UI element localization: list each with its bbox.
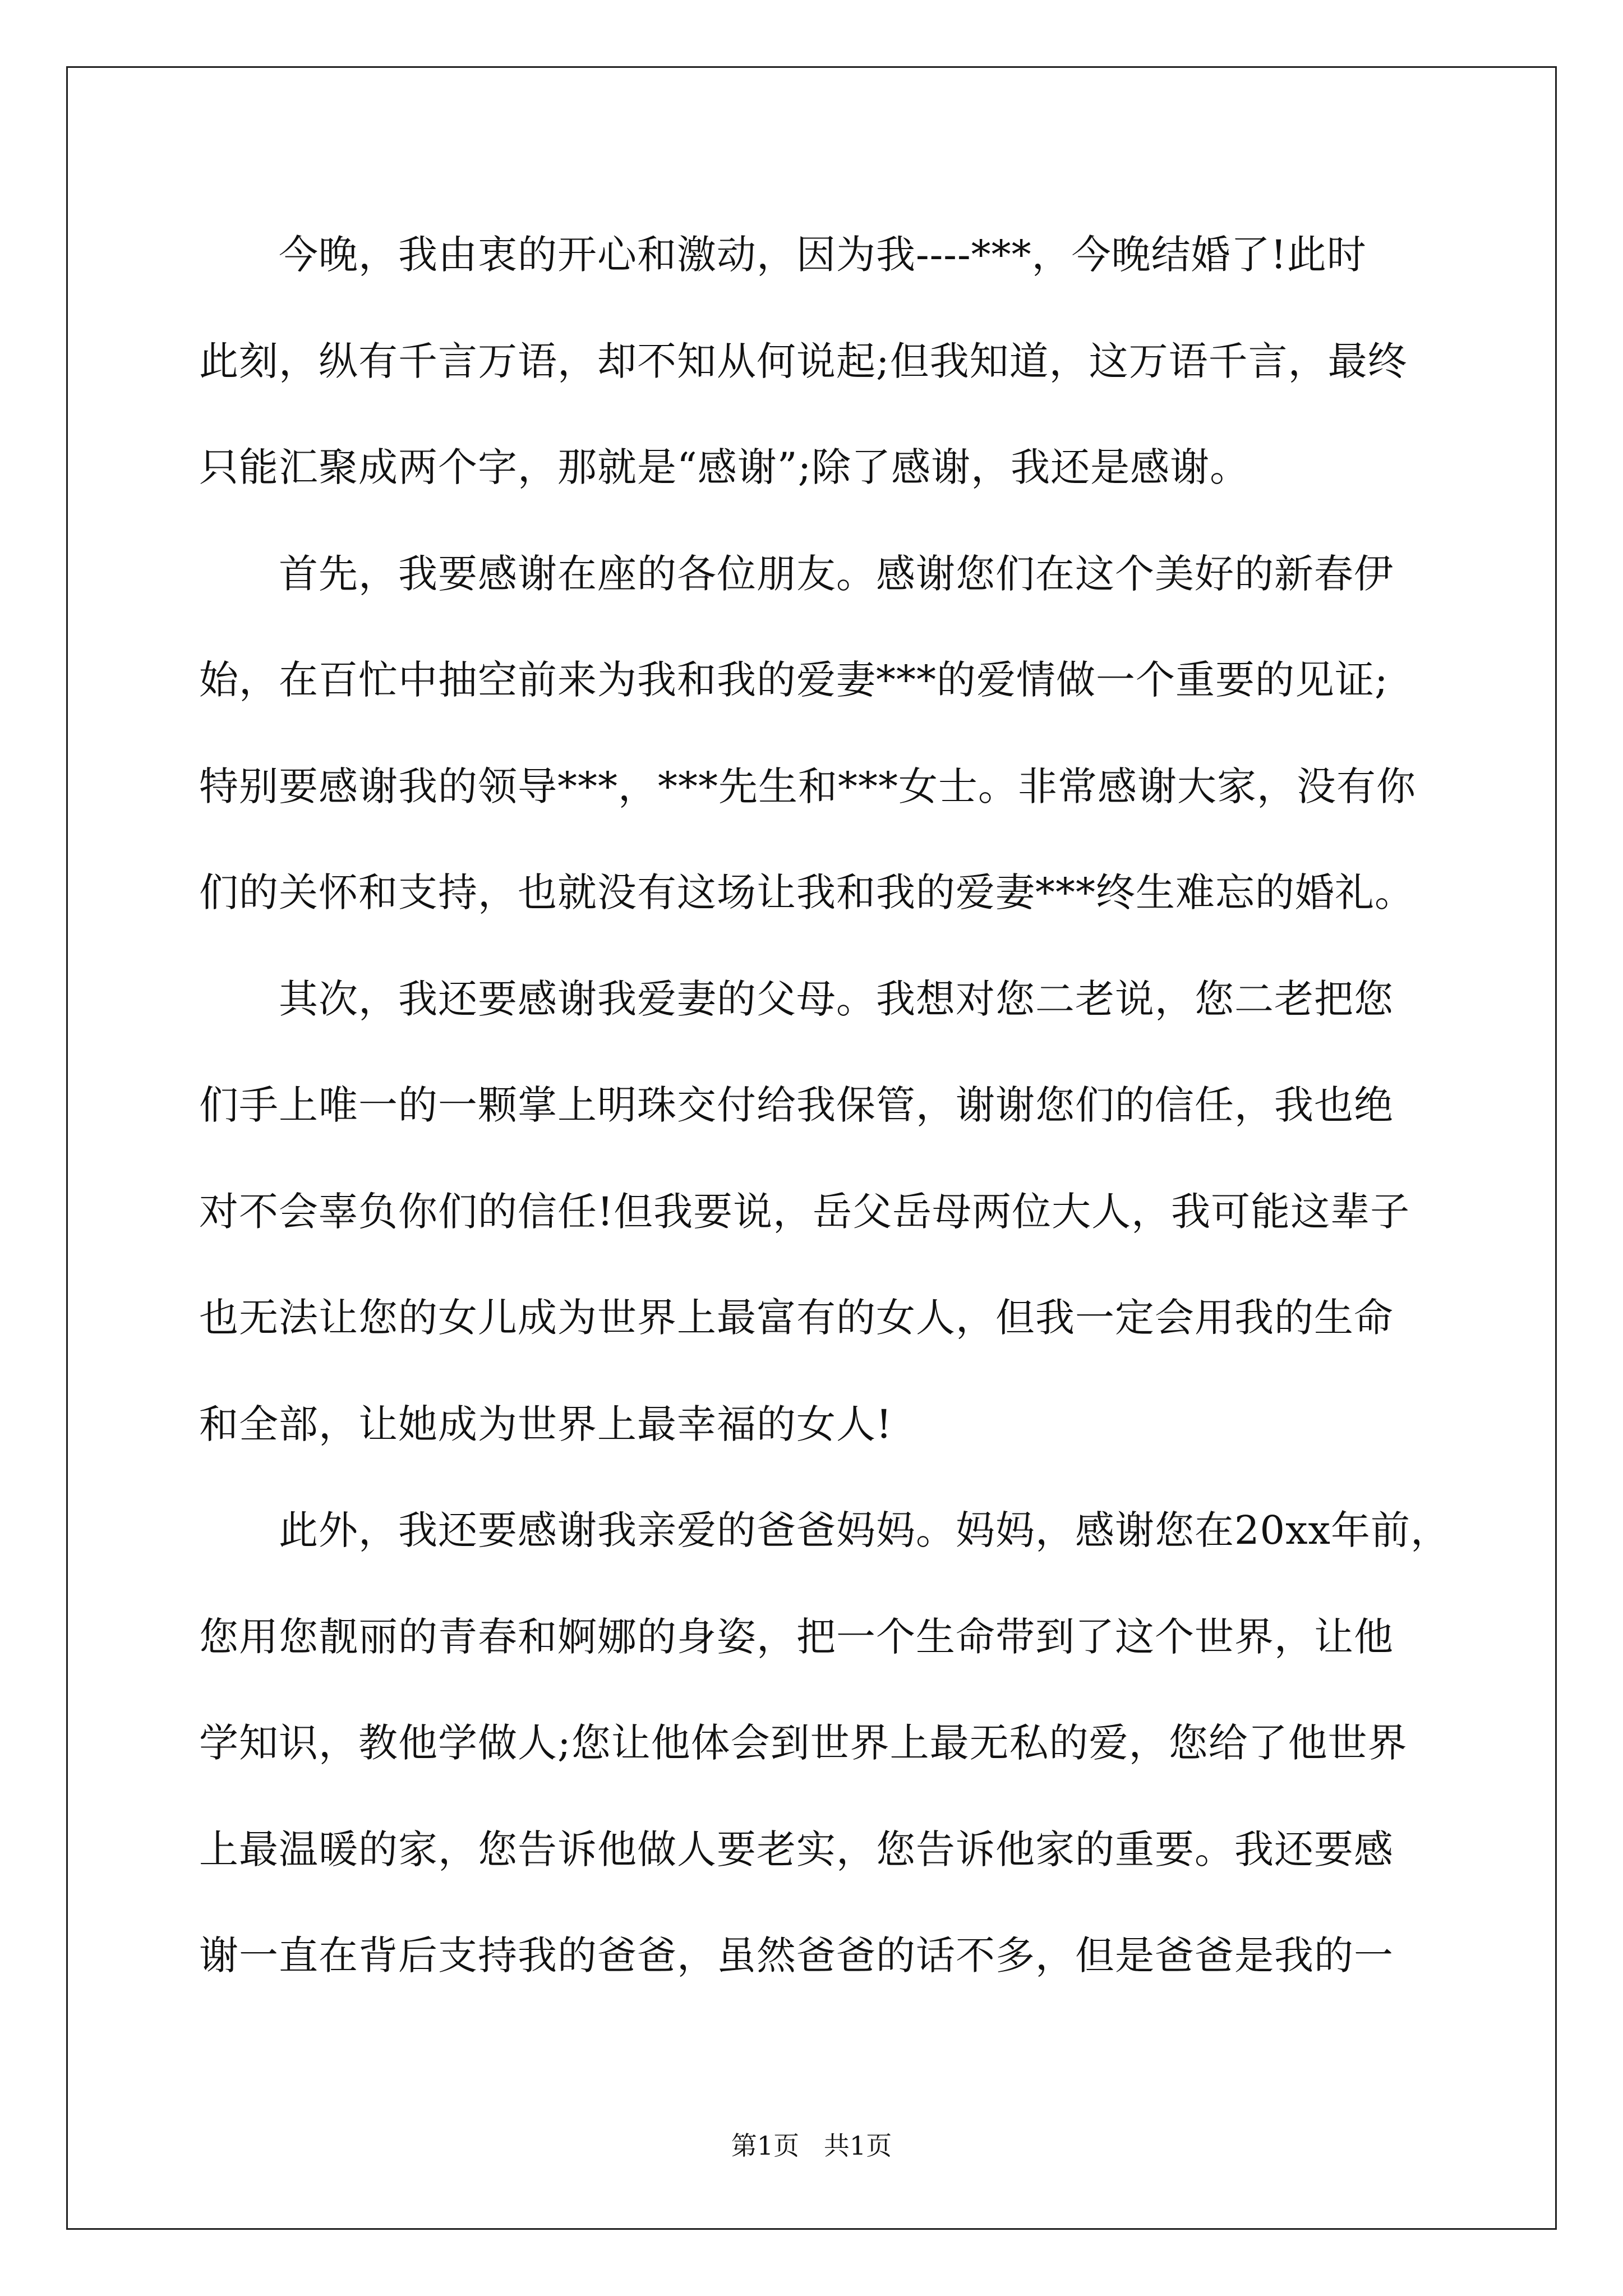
text-line: 您用您靓丽的青春和婀娜的身姿，把一个生命带到了这个世界，让他 (199, 1613, 1394, 1660)
document-body (199, 202, 1451, 2009)
text-line: 今晚，我由衷的开心和激动，因为我----***，今晚结婚了!此时 (199, 232, 1367, 278)
text-line: 们手上唯一的一颗掌上明珠交付给我保管，谢谢您们的信任，我也绝 (199, 1082, 1394, 1128)
page-number-footer: 第1页 共1页 (731, 2131, 892, 2161)
text-line: 首先，我要感谢在座的各位朋友。感谢您们在这个美好的新春伊 (199, 550, 1394, 597)
text-line: 始，在百忙中抽空前来为我和我的爱妻***的爱情做一个重要的见证; (199, 657, 1389, 703)
text-line: 上最温暖的家，您告诉他做人要老实，您告诉他家的重要。我还要感 (199, 1826, 1394, 1872)
text-line: 也无法让您的女儿成为世界上最富有的女人，但我一定会用我的生命 (199, 1295, 1394, 1341)
text-line: 学知识，教他学做人;您让他体会到世界上最无私的爱，您给了他世界 (199, 1720, 1408, 1766)
text-line: 对不会辜负你们的信任!但我要说，岳父岳母两位大人，我可能这辈子 (199, 1188, 1410, 1235)
text-line: 谢一直在背后支持我的爸爸，虽然爸爸的话不多，但是爸爸是我的一 (199, 1932, 1394, 1978)
text-line: 们的关怀和支持，也就没有这场让我和我的爱妻***终生难忘的婚礼。 (199, 869, 1414, 915)
text-line: 此刻，纵有千言万语，却不知从何说起;但我知道，这万语千言，最终 (199, 338, 1408, 384)
text-line: 其次，我还要感谢我爱妻的父母。我想对您二老说，您二老把您 (199, 976, 1394, 1022)
text-line: 此外，我还要感谢我亲爱的爸爸妈妈。妈妈，感谢您在20xx年前， (199, 1507, 1451, 1553)
text-line: 只能汇聚成两个字，那就是“感谢”;除了感谢，我还是感谢。 (199, 444, 1250, 490)
text-line: 和全部，让她成为世界上最幸福的女人! (199, 1401, 893, 1447)
text-line: 特别要感谢我的领导***，***先生和***女士。非常感谢大家，没有你 (199, 763, 1416, 809)
